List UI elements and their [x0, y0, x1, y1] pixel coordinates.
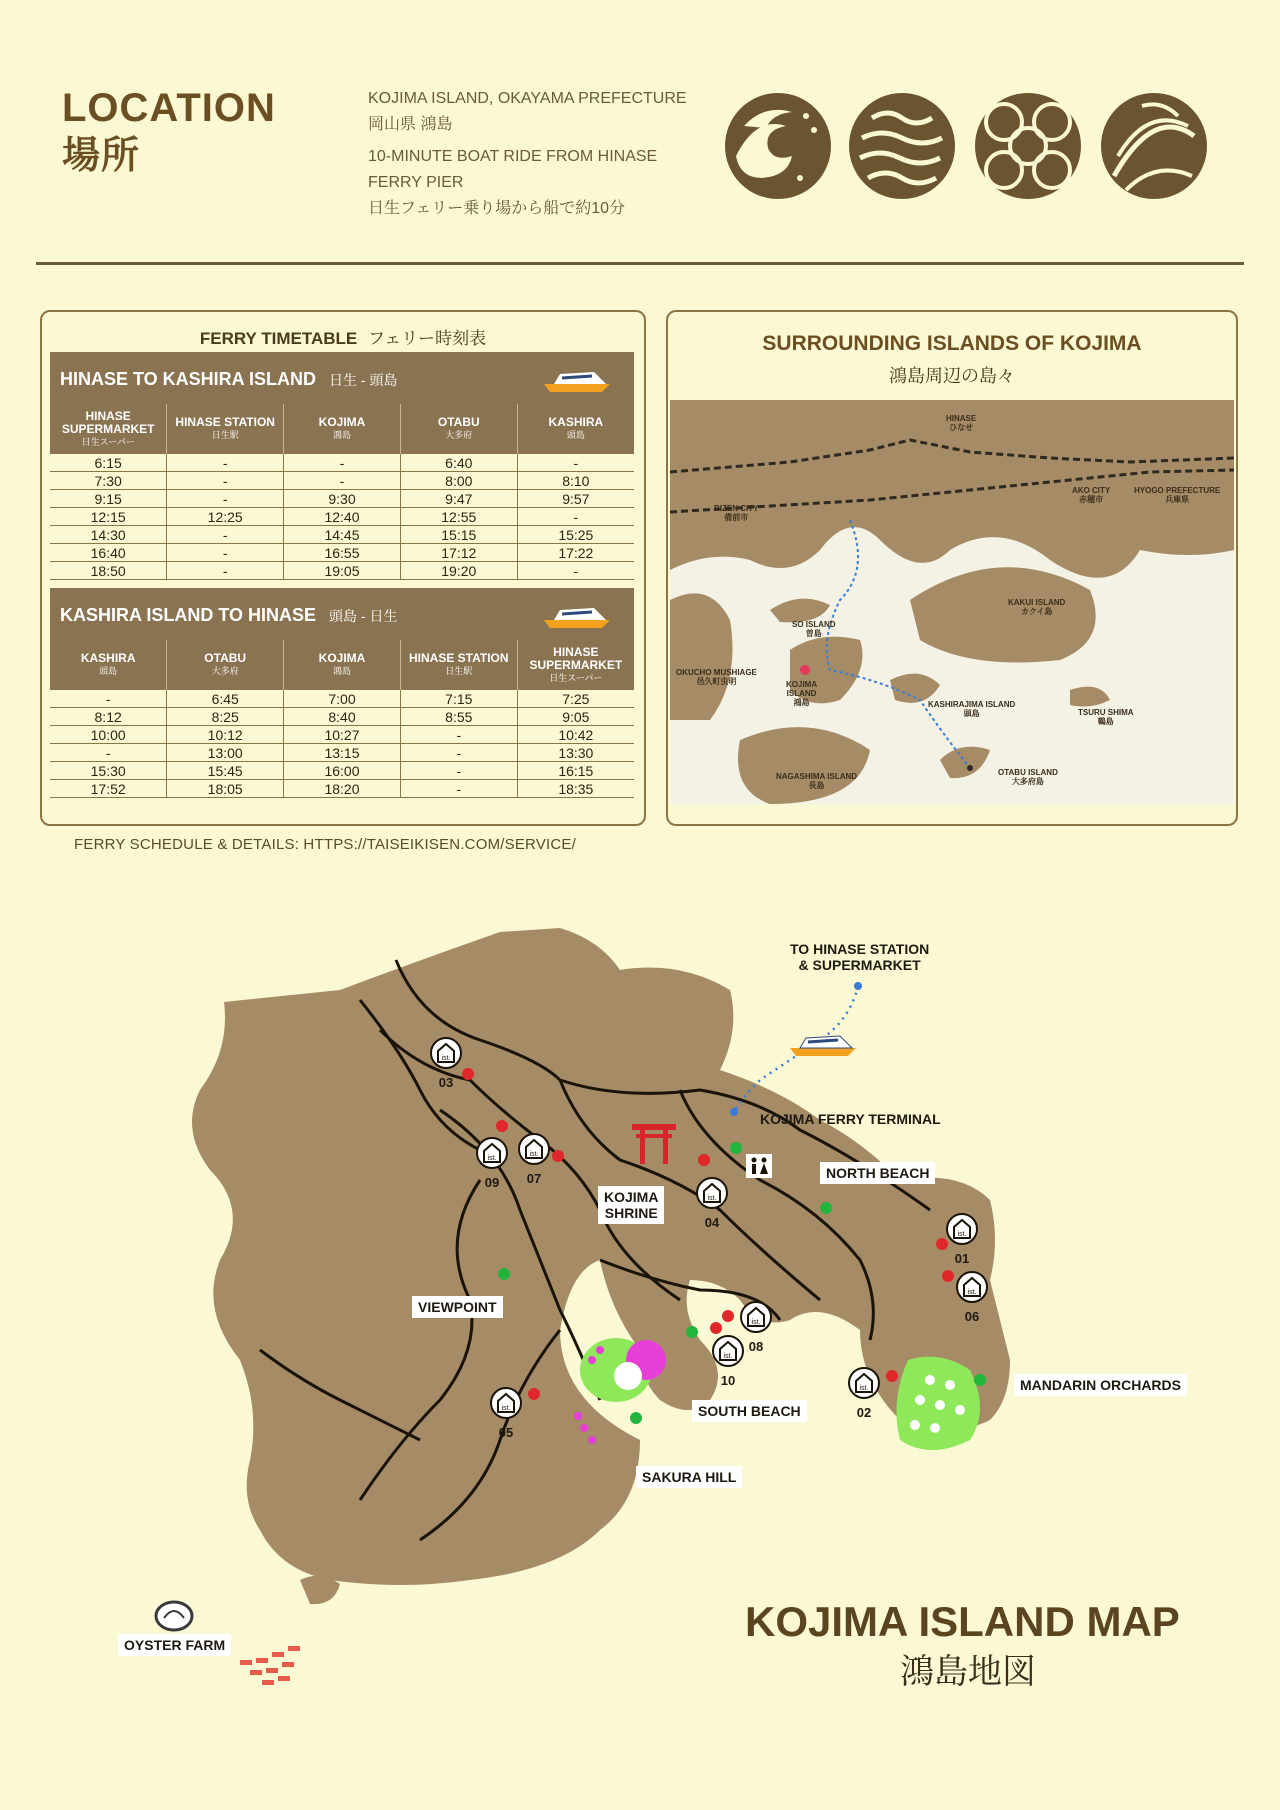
- table-cell: 15:45: [167, 762, 284, 780]
- table-cell: -: [400, 762, 517, 780]
- stop-number: 09: [484, 1175, 500, 1190]
- label-to-hinase: TO HINASE STATION & SUPERMARKET: [790, 941, 930, 973]
- ferry-details-link[interactable]: FERRY SCHEDULE & DETAILS: HTTPS://TAISEIKISEN.COM/SERVICE/: [74, 836, 576, 853]
- map-title-jp: 鴻島地図: [900, 1653, 1036, 1691]
- art-spot-house-icon: [847, 1366, 881, 1400]
- table-cell: -: [517, 454, 634, 472]
- label-nagashima: NAGASHIMA ISLAND 長島: [776, 772, 858, 790]
- label-kojima-shrine: KOJIMA SHRINE: [598, 1186, 664, 1224]
- table-row: [50, 708, 634, 726]
- svg-text:ist.: ist.: [707, 1195, 717, 1202]
- column-header: OTABU 大多府: [400, 404, 517, 454]
- table-row: [50, 744, 634, 762]
- table-cell: 18:50: [50, 562, 167, 580]
- art-spot-house-icon: [955, 1270, 989, 1304]
- column-header: HINASE SUPERMARKET 日生スーパー: [517, 640, 634, 690]
- table-row: [50, 526, 634, 544]
- label-ferry-terminal: KOJIMA FERRY TERMINAL: [760, 1111, 941, 1127]
- stop-marker[interactable]: [428, 1036, 464, 1090]
- table-cell: 16:40: [50, 544, 167, 562]
- svg-text:ist.: ist.: [723, 1353, 733, 1360]
- art-spot-house-icon: [695, 1176, 729, 1210]
- table-row: [50, 762, 634, 780]
- table-cell: -: [400, 744, 517, 762]
- inbound-heading-band: [50, 588, 634, 640]
- column-header: HINASE STATION 日生駅: [400, 640, 517, 690]
- timetable-title-en: FERRY TIMETABLE: [199, 329, 358, 348]
- surrounding-title: SURROUNDING ISLANDS OF KOJIMA: [762, 332, 1142, 355]
- label-hinase: HINASE ひなせ: [946, 414, 977, 432]
- inbound-body: [50, 690, 634, 798]
- ferry-boat-icon: [540, 598, 616, 630]
- table-cell: -: [517, 562, 634, 580]
- table-cell: 10:00: [50, 726, 167, 744]
- table-row: [50, 490, 634, 508]
- location-line: 日生フェリー乗り場から船で約10分: [368, 200, 625, 217]
- table-cell: 12:40: [284, 508, 401, 526]
- location-info: [368, 86, 687, 222]
- label-otabu: OTABU ISLAND 大多府島: [998, 768, 1058, 786]
- label-kojima: KOJIMA ISLAND 鴻島: [786, 680, 818, 707]
- inbound-table: [50, 640, 634, 798]
- table-cell: 10:27: [284, 726, 401, 744]
- table-cell: 19:05: [284, 562, 401, 580]
- label-so: SO ISLAND 曽島: [792, 620, 836, 638]
- column-header: HINASE SUPERMARKET 日生スーパー: [50, 404, 167, 454]
- stop-marker[interactable]: [710, 1334, 746, 1388]
- restroom-icon: [746, 1154, 772, 1178]
- stop-number: 08: [748, 1339, 764, 1354]
- svg-text:ist.: ist.: [859, 1385, 869, 1392]
- table-cell: 7:25: [517, 690, 634, 708]
- table-cell: -: [167, 544, 284, 562]
- inbound-heading-jp: 頭島 - 日生: [329, 608, 398, 624]
- stop-number: 01: [954, 1251, 970, 1266]
- table-cell: -: [400, 726, 517, 744]
- table-cell: 7:30: [50, 472, 167, 490]
- table-cell: 13:15: [284, 744, 401, 762]
- table-cell: 9:05: [517, 708, 634, 726]
- table-cell: 17:22: [517, 544, 634, 562]
- table-cell: 12:55: [400, 508, 517, 526]
- stop-marker[interactable]: [516, 1132, 552, 1186]
- outbound-heading-band: [50, 352, 634, 404]
- table-cell: 9:47: [400, 490, 517, 508]
- table-cell: 6:15: [50, 454, 167, 472]
- table-cell: 10:42: [517, 726, 634, 744]
- label-oyster-farm: OYSTER FARM: [118, 1634, 231, 1656]
- stop-number: 03: [438, 1075, 454, 1090]
- svg-text:ist.: ist.: [967, 1289, 977, 1296]
- location-title: [62, 84, 276, 180]
- table-cell: 14:30: [50, 526, 167, 544]
- table-cell: 8:10: [517, 472, 634, 490]
- ferry-boat-icon: [790, 1036, 856, 1056]
- svg-text:ist.: ist.: [501, 1405, 511, 1412]
- stop-number: 06: [964, 1309, 980, 1324]
- oyster-icon: [156, 1602, 192, 1630]
- label-north-beach: NORTH BEACH: [820, 1162, 935, 1184]
- column-header: KOJIMA 鴻島: [284, 640, 401, 690]
- art-spot-house-icon: [517, 1132, 551, 1166]
- otabu-marker: [967, 765, 973, 771]
- label-ako: AKO CITY 赤穂市: [1072, 486, 1111, 504]
- table-cell: 9:30: [284, 490, 401, 508]
- tree-icon: [614, 1362, 642, 1390]
- column-header: OTABU 大多府: [167, 640, 284, 690]
- stop-marker[interactable]: [846, 1366, 882, 1420]
- island-landmass: [192, 928, 1010, 1585]
- svg-text:ist.: ist.: [441, 1055, 451, 1062]
- table-cell: -: [167, 490, 284, 508]
- table-cell: 6:40: [400, 454, 517, 472]
- table-cell: 8:00: [400, 472, 517, 490]
- route-end-dot: [854, 982, 862, 990]
- column-header: HINASE STATION 日生駅: [167, 404, 284, 454]
- svg-text:ist.: ist.: [529, 1151, 539, 1158]
- route-start-dot: [730, 1108, 738, 1116]
- header-divider: [36, 262, 1244, 265]
- table-row: [50, 562, 634, 580]
- table-cell: -: [517, 508, 634, 526]
- label-south-beach: SOUTH BEACH: [692, 1400, 807, 1422]
- location-line: 10-MINUTE BOAT RIDE FROM HINASE: [368, 148, 658, 165]
- label-okucho: OKUCHO MUSHIAGE 邑久町虫明: [676, 668, 757, 686]
- outbound-table: [50, 404, 634, 580]
- table-cell: 9:15: [50, 490, 167, 508]
- label-hyogo: HYOGO PREFECTURE 兵庫県: [1134, 486, 1221, 504]
- table-cell: 13:00: [167, 744, 284, 762]
- inbound-heading: KASHIRA ISLAND TO HINASE: [60, 605, 317, 625]
- kojima-marker: [800, 665, 810, 675]
- table-cell: 8:55: [400, 708, 517, 726]
- art-spot-house-icon: [739, 1300, 773, 1334]
- table-cell: 12:25: [167, 508, 284, 526]
- timetable-title: [42, 324, 644, 349]
- table-cell: -: [167, 526, 284, 544]
- table-cell: 7:15: [400, 690, 517, 708]
- table-cell: 12:15: [50, 508, 167, 526]
- outbound-heading-jp: 日生 - 頭島: [329, 372, 398, 388]
- surrounding-islands-panel: [666, 310, 1238, 826]
- location-title-jp: 場所: [62, 135, 141, 177]
- table-row: [50, 780, 634, 798]
- outbound-header-row: [50, 404, 634, 454]
- pattern-medallions: [722, 86, 1222, 206]
- timetable-title-jp: フェリー時刻表: [368, 329, 487, 348]
- stop-marker[interactable]: [954, 1270, 990, 1324]
- stop-marker[interactable]: [694, 1176, 730, 1230]
- column-header: KASHIRA 頭島: [517, 404, 634, 454]
- table-cell: 8:12: [50, 708, 167, 726]
- table-cell: 15:30: [50, 762, 167, 780]
- label-kakui: KAKUI ISLAND カクイ島: [1008, 598, 1066, 616]
- shippo-pattern-icon: [975, 93, 1081, 199]
- table-cell: 15:25: [517, 526, 634, 544]
- table-cell: 17:52: [50, 780, 167, 798]
- svg-text:ist.: ist.: [487, 1155, 497, 1162]
- art-spot-house-icon: [489, 1386, 523, 1420]
- column-header: KOJIMA 鴻島: [284, 404, 401, 454]
- seigaiha-pattern-icon: [1101, 93, 1207, 199]
- table-cell: 6:45: [167, 690, 284, 708]
- table-row: [50, 508, 634, 526]
- stop-marker[interactable]: [488, 1386, 524, 1440]
- label-kashirajima: KASHIRAJIMA ISLAND 頭島: [928, 700, 1016, 718]
- table-cell: 18:20: [284, 780, 401, 798]
- table-cell: -: [167, 472, 284, 490]
- table-row: [50, 472, 634, 490]
- table-row: [50, 690, 634, 708]
- table-cell: 15:15: [400, 526, 517, 544]
- column-header: KASHIRA 頭島: [50, 640, 167, 690]
- table-cell: 13:30: [517, 744, 634, 762]
- stop-number: 04: [704, 1215, 720, 1230]
- location-line: 岡山県 鴻島: [368, 116, 453, 133]
- ferry-timetable-panel: [40, 310, 646, 826]
- art-spot-house-icon: [711, 1334, 745, 1368]
- art-spot-house-icon: [475, 1136, 509, 1170]
- table-cell: 8:25: [167, 708, 284, 726]
- label-mandarin-orchards: MANDARIN ORCHARDS: [1014, 1374, 1187, 1396]
- label-bizen: BIZEN CITY 備前市: [714, 504, 759, 522]
- table-cell: -: [400, 780, 517, 798]
- label-sakura-hill: SAKURA HILL: [636, 1466, 742, 1488]
- surrounding-islands-map: [670, 400, 1234, 804]
- table-cell: 18:35: [517, 780, 634, 798]
- map-title: KOJIMA ISLAND MAP: [745, 1598, 1180, 1645]
- oyster-rafts: [240, 1646, 300, 1685]
- table-cell: 17:12: [400, 544, 517, 562]
- table-cell: 8:40: [284, 708, 401, 726]
- table-cell: 16:55: [284, 544, 401, 562]
- inbound-header-row: [50, 640, 634, 690]
- table-cell: 7:00: [284, 690, 401, 708]
- table-row: [50, 454, 634, 472]
- table-cell: 18:05: [167, 780, 284, 798]
- table-cell: -: [167, 562, 284, 580]
- stop-marker[interactable]: [944, 1212, 980, 1266]
- table-cell: 16:15: [517, 762, 634, 780]
- table-row: [50, 544, 634, 562]
- outbound-heading: HINASE TO KASHIRA ISLAND: [60, 369, 317, 389]
- outbound-body: [50, 454, 634, 580]
- stop-number: 05: [498, 1425, 514, 1440]
- table-cell: -: [167, 454, 284, 472]
- svg-text:ist.: ist.: [751, 1319, 761, 1326]
- location-title-en: LOCATION: [62, 86, 276, 130]
- label-tsuru: TSURU SHIMA 鶴島: [1078, 708, 1134, 726]
- location-line: FERRY PIER: [368, 174, 464, 191]
- art-spot-house-icon: [945, 1212, 979, 1246]
- table-cell: 14:45: [284, 526, 401, 544]
- label-viewpoint: VIEWPOINT: [412, 1296, 503, 1318]
- table-cell: 16:00: [284, 762, 401, 780]
- table-cell: -: [284, 472, 401, 490]
- location-line: KOJIMA ISLAND, OKAYAMA PREFECTURE: [368, 90, 687, 107]
- swirl-pattern-icon: [849, 93, 955, 199]
- table-cell: -: [284, 454, 401, 472]
- table-cell: -: [50, 690, 167, 708]
- stop-number: 10: [720, 1373, 736, 1388]
- table-row: [50, 726, 634, 744]
- svg-text:ist.: ist.: [957, 1231, 967, 1238]
- surrounding-title-jp: 鴻島周辺の島々: [889, 366, 1015, 386]
- stop-marker[interactable]: [474, 1136, 510, 1190]
- art-spot-house-icon: [429, 1036, 463, 1070]
- stop-number: 02: [856, 1405, 872, 1420]
- table-cell: 9:57: [517, 490, 634, 508]
- ferry-boat-icon: [540, 362, 616, 394]
- table-cell: 19:20: [400, 562, 517, 580]
- table-cell: 10:12: [167, 726, 284, 744]
- table-cell: -: [50, 744, 167, 762]
- wave-pattern-icon: [725, 93, 831, 199]
- stop-number: 07: [526, 1171, 542, 1186]
